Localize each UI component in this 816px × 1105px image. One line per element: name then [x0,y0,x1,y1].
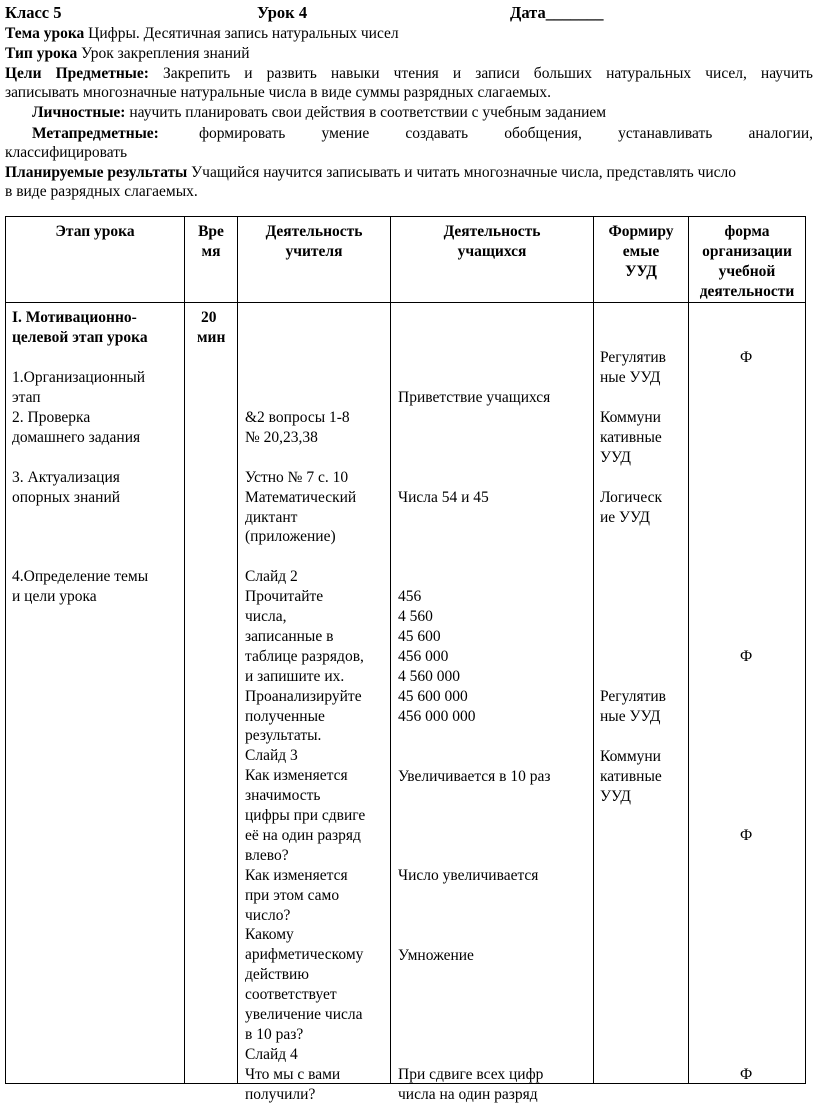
uud-logical: Логическ [600,489,662,506]
type-label: Тип урока [5,45,78,62]
personal-label: Личностные: [32,104,126,121]
table-row [6,303,806,1084]
substage-1b: этап [12,389,41,406]
teacher-line: Слайд 4 [245,1046,298,1063]
teacher-line: Прочитайте [245,588,324,605]
class-label: Класс 5 [5,3,62,22]
header-teacher: Деятельность учителя [238,217,391,303]
table-header-row [6,217,806,303]
teacher-line: влево? [245,847,289,864]
teacher-line: Слайд 2 [245,568,298,585]
time-value: 20 [201,309,217,326]
substage-2: 2. Проверка [12,409,91,426]
student-answer-numbers: Числа 54 и 45 [398,489,489,506]
student-number: 456 000 000 [398,708,476,725]
form-value: Ф [740,827,753,844]
form-value: Ф [740,349,753,366]
student-answer-2: Число увеличивается [398,867,539,884]
student-number: 456 000 [398,648,449,665]
results-label: Планируемые результаты [5,164,188,181]
student-number: 4 560 000 [398,668,460,685]
teacher-line: при этом само [245,887,340,904]
form-value: Ф [740,1066,753,1083]
teacher-line: увеличение числа [245,1006,363,1023]
stage-cell [6,303,185,1084]
form-value: Ф [740,648,753,665]
student-number: 456 [398,588,422,605]
uud-cell [594,303,689,1084]
teacher-line: Как изменяется [245,767,348,784]
substage-1: 1.Организационный [12,369,146,386]
meta-line-1: формировать умение создавать обобщения, устанавливать аналогии, [199,125,813,142]
uud-communicative-2: Коммуни [600,748,661,765]
teacher-line: Математический [245,489,357,506]
topic-label: Тема урока [5,25,85,42]
stage-title-1: I. Мотивационно- [12,309,137,326]
teacher-line: соответствует [245,986,337,1003]
teacher-line: получили? [245,1086,316,1103]
header-students: Деятельность учащихся [391,217,594,303]
substage-3b: опорных знаний [12,489,121,506]
teacher-line: её на один разряд [245,827,361,844]
teacher-line: таблице разрядов, [245,648,364,665]
teacher-line: Проанализируйте [245,688,362,705]
teacher-line: числа, [245,608,287,625]
teacher-cell [238,303,391,1103]
student-answer-1: Увеличивается в 10 раз [398,768,551,785]
results-line-2: в виде разрядных слагаемых. [5,183,198,200]
teacher-line: в 10 раз? [245,1026,304,1043]
personal-line [32,103,606,123]
stage-title-2: целевой этап урока [12,329,148,346]
teacher-line: полученные [245,708,325,725]
substage-2b: домашнего задания [12,429,141,446]
topic-line [5,24,399,44]
teacher-line: (приложение) [245,528,336,545]
uud-communicative-2b: кативные [600,768,662,785]
uud-communicative-2c: УУД [600,788,631,805]
teacher-line: результаты. [245,727,322,744]
type-value: Урок закрепления знаний [81,45,250,62]
teacher-line: значимость [245,787,321,804]
form-cell [689,303,806,1084]
teacher-line: &2 вопросы 1-8 [245,409,350,426]
teacher-line: Как изменяется [245,867,348,884]
substage-3: 3. Актуализация [12,469,120,486]
header-uud: Формиру емые УУД [594,217,689,303]
teacher-line: действию [245,966,309,983]
type-line [5,44,250,64]
teacher-line: число? [245,907,291,924]
teacher-line: диктант [245,509,298,526]
goals-line-2: записывать многозначные натуральные числа в виде суммы разрядных слагаемых. [5,84,551,101]
substage-4: 4.Определение темы [12,568,149,585]
student-greeting: Приветствие учащихся [398,389,551,406]
date-label: Дата_______ [510,3,604,22]
uud-regulative: Регулятив [600,349,666,366]
results-text-1: Учащийся научится записывать и читать многозначные числа, представлять число [191,164,737,181]
teacher-line: Устно № 7 с. 10 [245,469,349,486]
teacher-line: записанные в [245,628,334,645]
teacher-line: арифметическому [245,946,364,963]
uud-regulative-b: ные УУД [600,369,661,386]
uud-logical-b: ие УУД [600,509,651,526]
teacher-line: Слайд 3 [245,747,298,764]
personal-value: научить планировать свои действия в соответствии с учебным заданием [129,104,607,121]
uud-communicative: Коммуни [600,409,661,426]
teacher-line: Что мы с вами [245,1066,341,1083]
uud-communicative-b: кативные [600,429,662,446]
lesson-label: Урок 4 [257,3,308,22]
uud-communicative-c: УУД [600,449,631,466]
uud-regulative-2: Регулятив [600,688,666,705]
student-number: 45 600 000 [398,688,468,705]
goals-text-1: Закрепить и развить навыки чтения и записи больших натуральных чисел, научить [162,65,813,82]
header-time: Вре мя [185,217,238,303]
lesson-plan-table [5,216,806,1103]
teacher-line: и запишите их. [245,668,345,685]
goals-line-1 [5,64,813,84]
student-answer-4a: При сдвиге всех цифр [398,1066,544,1083]
meta-line-2: классифицировать [5,144,128,161]
meta-label: Метапредметные: [32,125,159,142]
teacher-line: цифры при сдвиге [245,807,366,824]
header-form: форма организации учебной деятельности [689,217,806,303]
student-number: 4 560 [398,608,433,625]
topic-value: Цифры. Десятичная запись натуральных чисел [88,25,399,42]
substage-4b: и цели урока [12,588,97,605]
student-number: 45 600 [398,628,441,645]
teacher-line: Какому [245,926,294,943]
uud-regulative-2b: ные УУД [600,708,661,725]
time-cell [185,303,238,1084]
results-line [5,163,736,183]
student-answer-4b: числа на один разряд [398,1086,538,1103]
header-stage: Этап урока [6,217,185,303]
time-unit: мин [197,329,226,346]
goals-label: Цели Предметные: [5,65,149,82]
student-answer-3: Умножение [398,947,474,964]
teacher-line: № 20,23,38 [245,429,318,446]
students-cell [391,303,594,1103]
